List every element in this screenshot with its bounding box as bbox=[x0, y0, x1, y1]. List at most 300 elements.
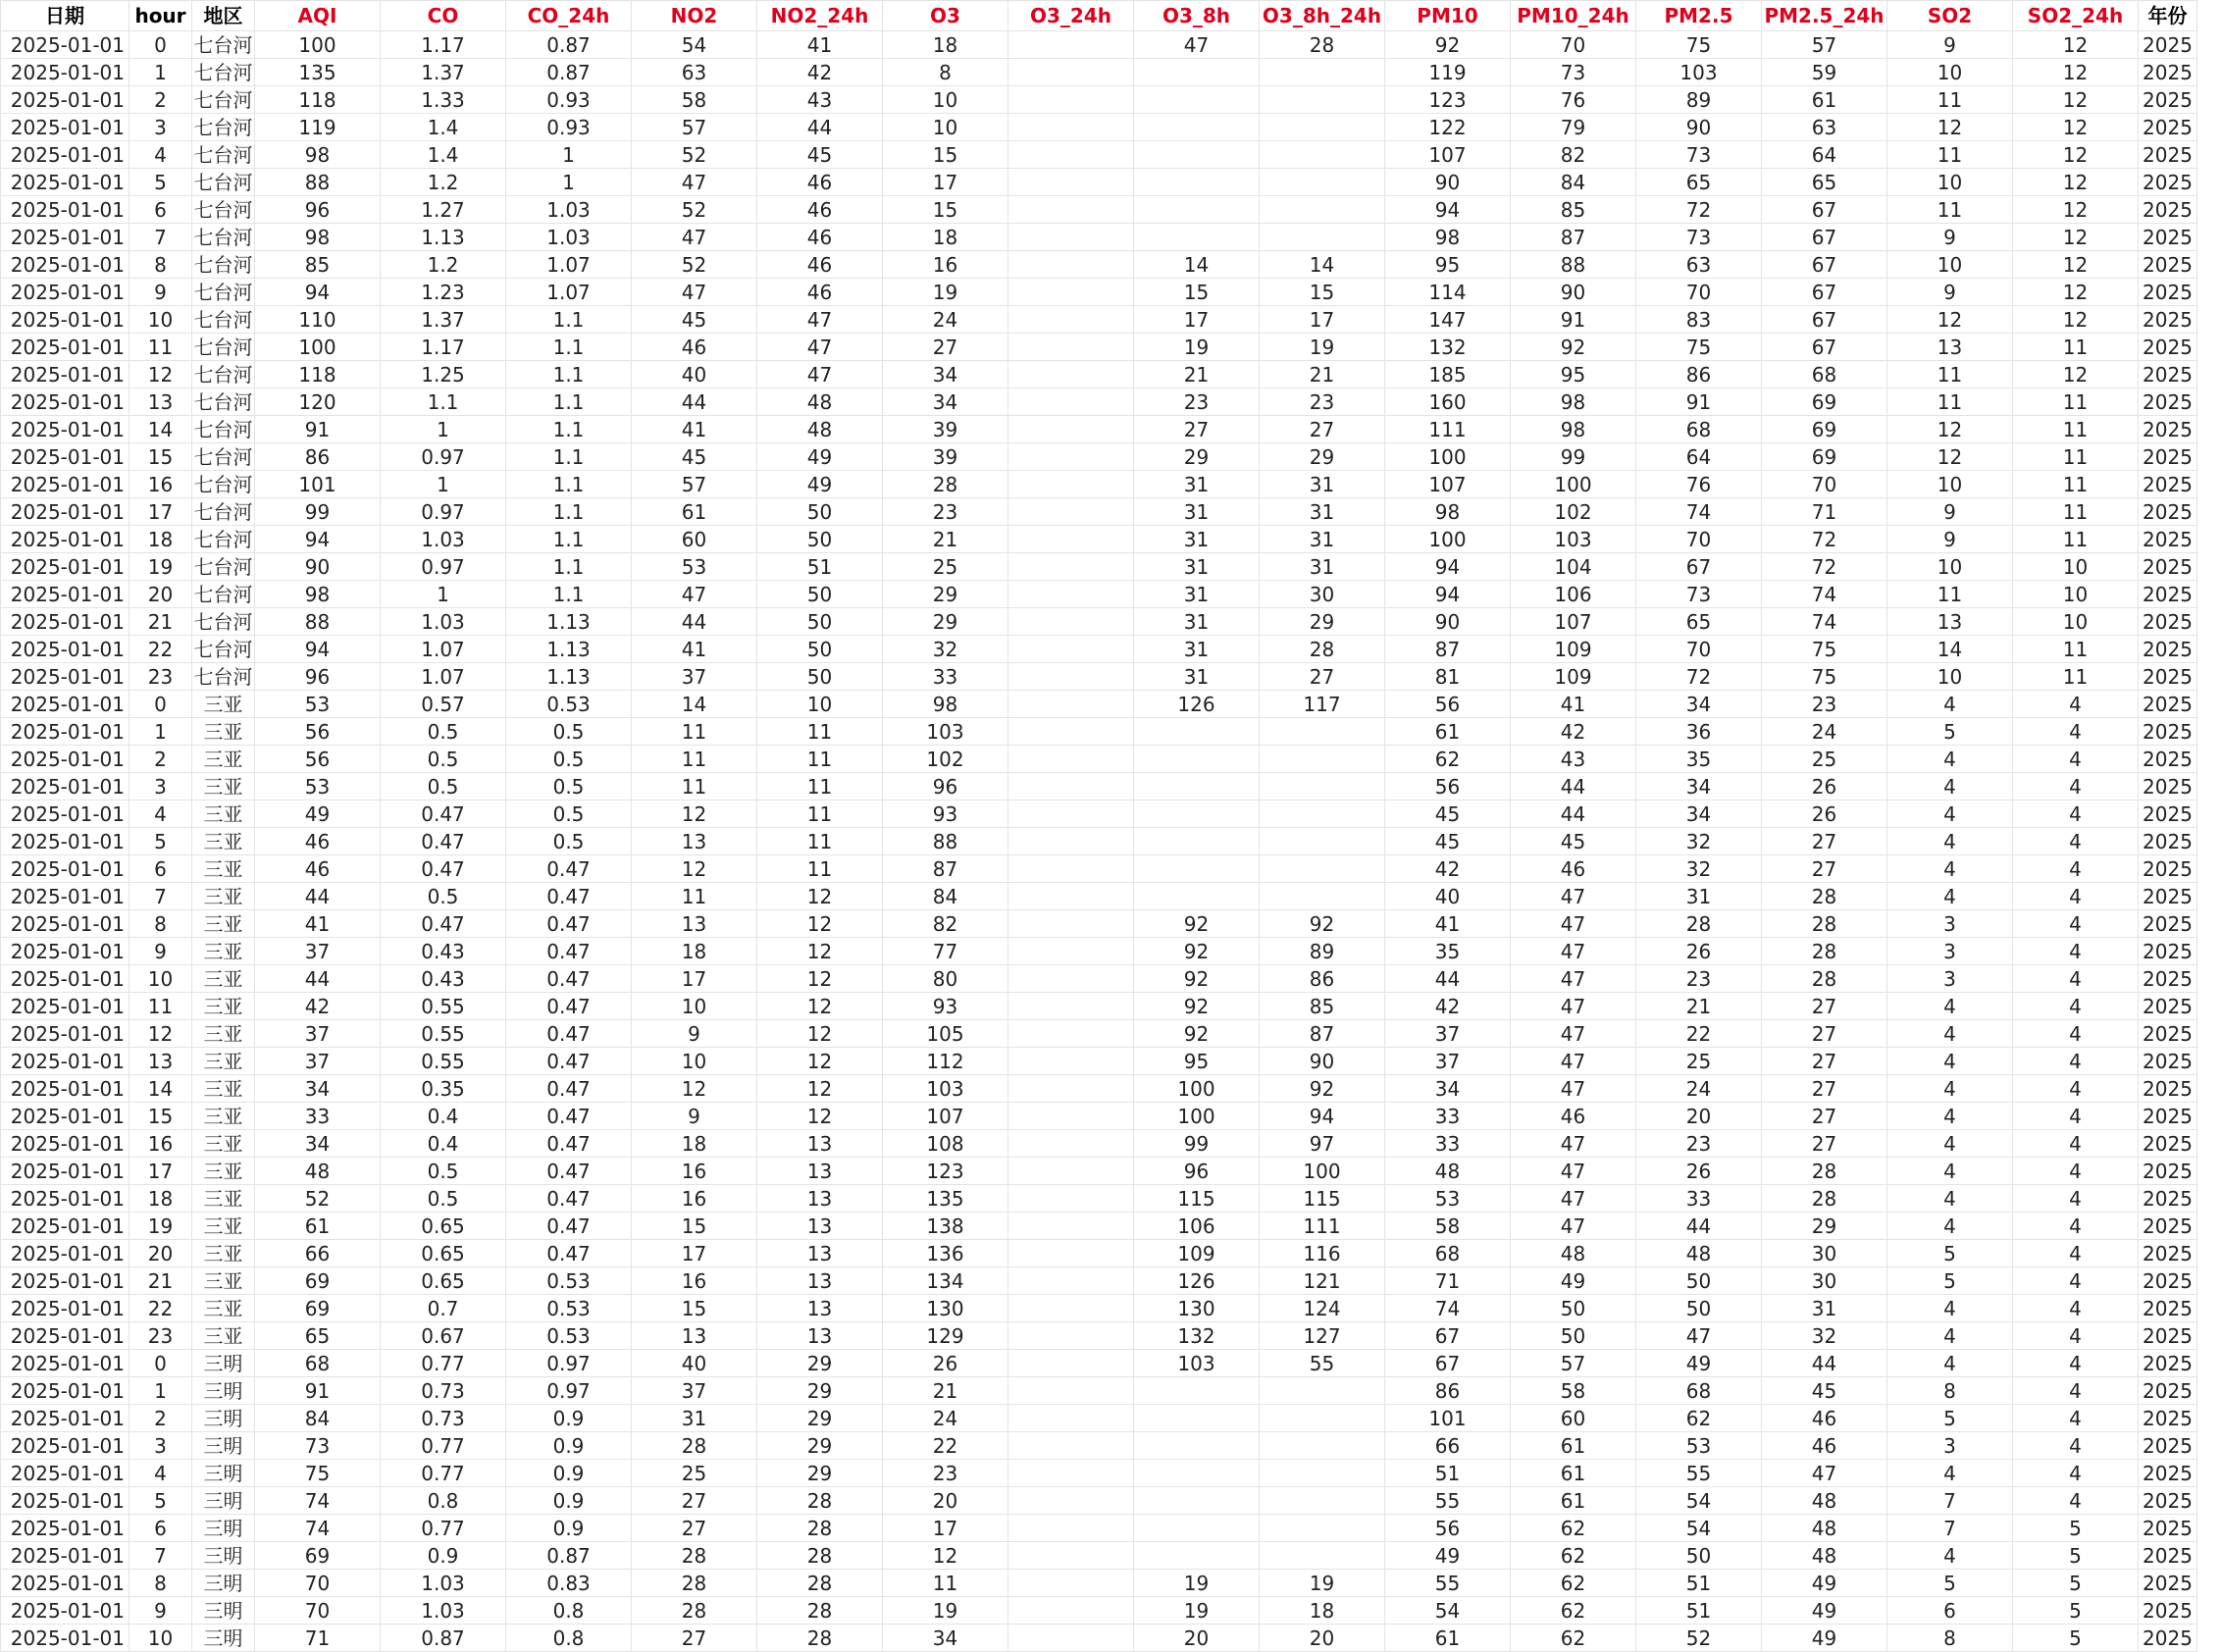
table-cell[interactable]: 10 bbox=[129, 306, 192, 334]
table-cell[interactable]: 99 bbox=[1134, 1130, 1260, 1158]
table-cell[interactable]: 13 bbox=[1887, 608, 2013, 636]
table-cell[interactable]: 2025-01-01 bbox=[1, 800, 129, 828]
table-cell[interactable]: 三明 bbox=[192, 1350, 255, 1377]
table-cell[interactable]: 87 bbox=[883, 855, 1008, 883]
table-cell[interactable]: 44 bbox=[1385, 965, 1511, 993]
table-cell[interactable]: 42 bbox=[1385, 855, 1511, 883]
table-cell[interactable]: 89 bbox=[1636, 86, 1762, 114]
table-cell[interactable]: 1.03 bbox=[381, 1597, 506, 1625]
table-cell[interactable]: 七台河 bbox=[193, 582, 253, 606]
table-cell[interactable]: 46 bbox=[757, 196, 883, 224]
table-cell[interactable]: 2025 bbox=[2139, 1625, 2197, 1652]
table-cell[interactable]: 2025 bbox=[2139, 1405, 2197, 1432]
table-cell[interactable]: 29 bbox=[757, 1460, 883, 1487]
column-header[interactable]: 地区 bbox=[192, 1, 255, 31]
table-cell[interactable]: 三明 bbox=[192, 1487, 255, 1515]
table-cell[interactable] bbox=[1134, 141, 1260, 169]
table-cell[interactable]: 103 bbox=[1134, 1350, 1260, 1377]
table-cell[interactable]: 136 bbox=[883, 1240, 1008, 1267]
table-cell[interactable]: 0.77 bbox=[381, 1432, 506, 1460]
table-cell[interactable]: 0.47 bbox=[506, 1075, 632, 1103]
table-cell[interactable]: 127 bbox=[1260, 1322, 1385, 1350]
table-cell[interactable]: 5 bbox=[1887, 1405, 2013, 1432]
table-cell[interactable]: 13 bbox=[129, 388, 192, 416]
table-cell[interactable]: 0.4 bbox=[381, 1103, 506, 1130]
table-cell[interactable]: 2025-01-01 bbox=[1, 1625, 129, 1652]
table-cell[interactable]: 4 bbox=[1887, 1185, 2013, 1213]
table-cell[interactable]: 67 bbox=[1636, 553, 1762, 581]
table-cell[interactable]: 22 bbox=[129, 636, 192, 663]
table-cell[interactable]: 0.47 bbox=[506, 1213, 632, 1240]
table-cell[interactable]: 47 bbox=[1511, 910, 1636, 938]
table-cell[interactable]: 49 bbox=[1636, 1350, 1762, 1377]
table-cell[interactable]: 119 bbox=[1385, 59, 1511, 86]
table-cell[interactable] bbox=[1134, 1405, 1260, 1432]
table-cell[interactable]: 53 bbox=[255, 691, 381, 718]
table-cell[interactable]: 4 bbox=[2013, 938, 2139, 965]
table-cell[interactable]: 三亚 bbox=[192, 1130, 255, 1158]
table-cell[interactable] bbox=[1008, 746, 1134, 773]
table-cell[interactable]: 66 bbox=[1385, 1432, 1511, 1460]
table-cell[interactable]: 4 bbox=[2013, 1020, 2139, 1048]
table-cell[interactable]: 2025-01-01 bbox=[1, 773, 129, 800]
table-cell[interactable] bbox=[1260, 1432, 1385, 1460]
table-cell[interactable] bbox=[1134, 1542, 1260, 1570]
table-cell[interactable]: 110 bbox=[255, 306, 381, 334]
table-cell[interactable]: 13 bbox=[757, 1213, 883, 1240]
table-cell[interactable]: 28 bbox=[757, 1570, 883, 1597]
table-cell[interactable] bbox=[1008, 1377, 1134, 1405]
table-cell[interactable]: 106 bbox=[1134, 1213, 1260, 1240]
table-cell[interactable]: 95 bbox=[1511, 361, 1636, 388]
table-cell[interactable]: 5 bbox=[2013, 1625, 2139, 1652]
table-cell[interactable]: 0.47 bbox=[381, 855, 506, 883]
table-cell[interactable]: 11 bbox=[632, 718, 757, 746]
table-cell[interactable]: 62 bbox=[1511, 1515, 1636, 1542]
table-cell[interactable]: 44 bbox=[1762, 1350, 1887, 1377]
table-cell[interactable]: 34 bbox=[1636, 773, 1762, 800]
table-cell[interactable]: 2025 bbox=[2139, 1295, 2197, 1322]
table-cell[interactable]: 2025-01-01 bbox=[1, 251, 129, 279]
table-cell[interactable]: 72 bbox=[1762, 526, 1887, 553]
table-cell[interactable]: 4 bbox=[2013, 1405, 2139, 1432]
table-cell[interactable]: 2025-01-01 bbox=[1, 31, 129, 59]
table-cell[interactable]: 82 bbox=[883, 910, 1008, 938]
table-cell[interactable]: 76 bbox=[1636, 471, 1762, 498]
table-cell[interactable]: 62 bbox=[1511, 1597, 1636, 1625]
table-cell[interactable]: 54 bbox=[632, 31, 757, 59]
table-cell[interactable]: 91 bbox=[255, 1377, 381, 1405]
table-cell[interactable]: 11 bbox=[1887, 141, 2013, 169]
table-cell[interactable]: 七台河 bbox=[193, 307, 253, 332]
table-cell[interactable]: 90 bbox=[1385, 608, 1511, 636]
table-cell[interactable]: 2025 bbox=[2139, 498, 2197, 526]
table-cell[interactable]: 72 bbox=[1636, 663, 1762, 691]
table-cell[interactable]: 16 bbox=[632, 1267, 757, 1295]
table-cell[interactable]: 52 bbox=[1636, 1625, 1762, 1652]
table-cell[interactable]: 8 bbox=[883, 59, 1008, 86]
table-cell[interactable]: 39 bbox=[883, 443, 1008, 471]
table-cell[interactable]: 5 bbox=[1887, 718, 2013, 746]
table-cell[interactable] bbox=[1008, 608, 1134, 636]
table-cell[interactable]: 31 bbox=[632, 1405, 757, 1432]
table-cell[interactable]: 20 bbox=[129, 581, 192, 608]
table-cell[interactable]: 48 bbox=[757, 388, 883, 416]
table-cell[interactable]: 2025 bbox=[2139, 855, 2197, 883]
table-cell[interactable]: 2025-01-01 bbox=[1, 1130, 129, 1158]
table-cell[interactable]: 26 bbox=[1762, 773, 1887, 800]
table-cell[interactable]: 61 bbox=[1511, 1487, 1636, 1515]
table-cell[interactable]: 29 bbox=[757, 1377, 883, 1405]
table-cell[interactable]: 11 bbox=[883, 1570, 1008, 1597]
table-cell[interactable]: 2025 bbox=[2139, 86, 2197, 114]
table-cell[interactable]: 0.47 bbox=[381, 828, 506, 855]
table-cell[interactable]: 七台河 bbox=[193, 499, 253, 524]
table-cell[interactable]: 2025-01-01 bbox=[1, 279, 129, 306]
table-cell[interactable]: 74 bbox=[1385, 1295, 1511, 1322]
table-cell[interactable]: 1.2 bbox=[381, 169, 506, 196]
table-cell[interactable]: 24 bbox=[883, 1405, 1008, 1432]
table-cell[interactable]: 12 bbox=[757, 883, 883, 910]
table-cell[interactable]: 4 bbox=[2013, 1322, 2139, 1350]
table-cell[interactable]: 2025 bbox=[2139, 1130, 2197, 1158]
table-cell[interactable]: 85 bbox=[255, 251, 381, 279]
table-cell[interactable]: 55 bbox=[1636, 1460, 1762, 1487]
table-cell[interactable]: 七台河 bbox=[193, 60, 253, 84]
table-cell[interactable]: 23 bbox=[1134, 388, 1260, 416]
table-cell[interactable] bbox=[1008, 59, 1134, 86]
table-cell[interactable]: 七台河 bbox=[193, 225, 253, 249]
table-cell[interactable] bbox=[1008, 1322, 1134, 1350]
table-cell[interactable]: 2025 bbox=[2139, 59, 2197, 86]
table-cell[interactable]: 1 bbox=[381, 416, 506, 443]
table-cell[interactable] bbox=[1260, 1460, 1385, 1487]
table-cell[interactable]: 46 bbox=[1511, 1103, 1636, 1130]
table-cell[interactable]: 42 bbox=[757, 59, 883, 86]
table-cell[interactable]: 4 bbox=[2013, 1295, 2139, 1322]
table-cell[interactable]: 0.87 bbox=[381, 1625, 506, 1652]
table-cell[interactable] bbox=[1260, 224, 1385, 251]
table-cell[interactable]: 11 bbox=[757, 828, 883, 855]
table-cell[interactable]: 15 bbox=[1260, 279, 1385, 306]
table-cell[interactable]: 14 bbox=[632, 691, 757, 718]
table-cell[interactable]: 75 bbox=[1636, 31, 1762, 59]
table-cell[interactable]: 2025 bbox=[2139, 718, 2197, 746]
table-cell[interactable]: 2025 bbox=[2139, 361, 2197, 388]
table-cell[interactable]: 三亚 bbox=[192, 855, 255, 883]
table-cell[interactable]: 2025-01-01 bbox=[1, 993, 129, 1020]
table-cell[interactable] bbox=[1260, 114, 1385, 141]
table-cell[interactable]: 118 bbox=[255, 361, 381, 388]
table-cell[interactable]: 63 bbox=[1636, 251, 1762, 279]
table-cell[interactable]: 34 bbox=[255, 1075, 381, 1103]
table-cell[interactable]: 41 bbox=[757, 31, 883, 59]
table-cell[interactable]: 4 bbox=[1887, 1103, 2013, 1130]
table-cell[interactable]: 28 bbox=[632, 1570, 757, 1597]
table-cell[interactable]: 2025 bbox=[2139, 883, 2197, 910]
table-cell[interactable] bbox=[1260, 1542, 1385, 1570]
table-cell[interactable]: 0.5 bbox=[381, 718, 506, 746]
column-header[interactable]: PM2.5_24h bbox=[1762, 1, 1887, 31]
table-cell[interactable]: 2025 bbox=[2139, 1597, 2197, 1625]
table-cell[interactable]: 0.65 bbox=[381, 1240, 506, 1267]
table-cell[interactable]: 46 bbox=[1511, 855, 1636, 883]
table-cell[interactable]: 23 bbox=[129, 663, 192, 691]
table-cell[interactable] bbox=[1008, 1405, 1134, 1432]
table-cell[interactable]: 44 bbox=[1511, 800, 1636, 828]
table-cell[interactable] bbox=[1008, 1130, 1134, 1158]
table-cell[interactable]: 4 bbox=[1887, 1130, 2013, 1158]
table-cell[interactable]: 2025 bbox=[2139, 1377, 2197, 1405]
table-cell[interactable]: 11 bbox=[2013, 498, 2139, 526]
table-cell[interactable]: 11 bbox=[2013, 388, 2139, 416]
table-cell[interactable] bbox=[1008, 443, 1134, 471]
table-cell[interactable]: 1 bbox=[381, 581, 506, 608]
table-cell[interactable]: 2025-01-01 bbox=[1, 1515, 129, 1542]
table-cell[interactable]: 2025 bbox=[2139, 334, 2197, 361]
table-cell[interactable]: 0.8 bbox=[506, 1597, 632, 1625]
table-cell[interactable]: 28 bbox=[1260, 31, 1385, 59]
table-cell[interactable]: 4 bbox=[2013, 1158, 2139, 1185]
table-cell[interactable] bbox=[1134, 224, 1260, 251]
table-cell[interactable]: 2025-01-01 bbox=[1, 86, 129, 114]
table-cell[interactable]: 70 bbox=[1636, 526, 1762, 553]
column-header[interactable]: NO2 bbox=[632, 1, 757, 31]
table-cell[interactable]: 1.4 bbox=[381, 114, 506, 141]
table-cell[interactable]: 0.9 bbox=[506, 1487, 632, 1515]
table-cell[interactable]: 2025 bbox=[2139, 1158, 2197, 1185]
table-cell[interactable]: 134 bbox=[883, 1267, 1008, 1295]
table-cell[interactable] bbox=[1008, 1295, 1134, 1322]
table-cell[interactable]: 27 bbox=[1762, 855, 1887, 883]
table-cell[interactable]: 28 bbox=[757, 1625, 883, 1652]
table-cell[interactable]: 70 bbox=[1511, 31, 1636, 59]
table-cell[interactable]: 101 bbox=[255, 471, 381, 498]
table-cell[interactable] bbox=[1008, 965, 1134, 993]
table-cell[interactable]: 8 bbox=[129, 1570, 192, 1597]
table-cell[interactable]: 1.03 bbox=[506, 196, 632, 224]
table-cell[interactable]: 24 bbox=[1762, 718, 1887, 746]
table-cell[interactable]: 60 bbox=[632, 526, 757, 553]
table-cell[interactable] bbox=[1134, 59, 1260, 86]
table-cell[interactable]: 124 bbox=[1260, 1295, 1385, 1322]
table-cell[interactable]: 61 bbox=[255, 1213, 381, 1240]
table-cell[interactable] bbox=[1008, 1158, 1134, 1185]
table-cell[interactable]: 39 bbox=[883, 416, 1008, 443]
table-cell[interactable]: 4 bbox=[2013, 800, 2139, 828]
table-cell[interactable]: 20 bbox=[1636, 1103, 1762, 1130]
table-cell[interactable]: 2025 bbox=[2139, 581, 2197, 608]
table-cell[interactable]: 4 bbox=[2013, 1240, 2139, 1267]
table-cell[interactable]: 0.55 bbox=[381, 1020, 506, 1048]
table-cell[interactable]: 2025 bbox=[2139, 224, 2197, 251]
table-cell[interactable]: 10 bbox=[2013, 553, 2139, 581]
table-cell[interactable]: 11 bbox=[2013, 334, 2139, 361]
table-cell[interactable]: 三亚 bbox=[192, 1240, 255, 1267]
table-cell[interactable]: 1.33 bbox=[381, 86, 506, 114]
table-cell[interactable]: 1.03 bbox=[381, 526, 506, 553]
table-cell[interactable]: 48 bbox=[1762, 1487, 1887, 1515]
table-cell[interactable]: 12 bbox=[2013, 59, 2139, 86]
table-cell[interactable] bbox=[1008, 1048, 1134, 1075]
table-cell[interactable]: 6 bbox=[1887, 1597, 2013, 1625]
table-cell[interactable]: 5 bbox=[2013, 1542, 2139, 1570]
table-cell[interactable]: 25 bbox=[1636, 1048, 1762, 1075]
table-cell[interactable]: 2025 bbox=[2139, 1515, 2197, 1542]
table-cell[interactable]: 9 bbox=[632, 1103, 757, 1130]
table-cell[interactable]: 94 bbox=[1385, 196, 1511, 224]
table-cell[interactable]: 13 bbox=[757, 1267, 883, 1295]
table-cell[interactable] bbox=[1008, 1213, 1134, 1240]
table-cell[interactable]: 79 bbox=[1511, 114, 1636, 141]
table-cell[interactable]: 92 bbox=[1134, 993, 1260, 1020]
table-cell[interactable]: 2025 bbox=[2139, 526, 2197, 553]
table-cell[interactable]: 19 bbox=[1260, 1570, 1385, 1597]
table-cell[interactable]: 47 bbox=[1511, 883, 1636, 910]
table-cell[interactable]: 47 bbox=[632, 581, 757, 608]
table-cell[interactable]: 0.5 bbox=[506, 828, 632, 855]
table-cell[interactable]: 三亚 bbox=[192, 1048, 255, 1075]
table-cell[interactable]: 34 bbox=[1385, 1075, 1511, 1103]
column-header[interactable]: O3_8h bbox=[1134, 1, 1260, 31]
table-cell[interactable]: 0.65 bbox=[381, 1213, 506, 1240]
table-cell[interactable]: 0.77 bbox=[381, 1350, 506, 1377]
table-cell[interactable]: 92 bbox=[1260, 910, 1385, 938]
table-cell[interactable]: 9 bbox=[632, 1020, 757, 1048]
table-cell[interactable]: 98 bbox=[255, 141, 381, 169]
table-cell[interactable]: 27 bbox=[1762, 1130, 1887, 1158]
table-cell[interactable] bbox=[1008, 1267, 1134, 1295]
table-cell[interactable] bbox=[1008, 800, 1134, 828]
table-cell[interactable]: 11 bbox=[2013, 663, 2139, 691]
table-cell[interactable]: 2025-01-01 bbox=[1, 196, 129, 224]
table-cell[interactable]: 59 bbox=[1762, 59, 1887, 86]
table-cell[interactable]: 94 bbox=[1385, 553, 1511, 581]
table-cell[interactable] bbox=[1008, 526, 1134, 553]
table-cell[interactable]: 49 bbox=[1385, 1542, 1511, 1570]
table-cell[interactable]: 1.1 bbox=[506, 553, 632, 581]
table-cell[interactable]: 2025 bbox=[2139, 1185, 2197, 1213]
table-cell[interactable]: 11 bbox=[632, 883, 757, 910]
table-cell[interactable]: 31 bbox=[1260, 498, 1385, 526]
table-cell[interactable]: 31 bbox=[1636, 883, 1762, 910]
table-cell[interactable]: 100 bbox=[255, 334, 381, 361]
table-cell[interactable]: 2 bbox=[129, 86, 192, 114]
table-cell[interactable]: 4 bbox=[1887, 1350, 2013, 1377]
table-cell[interactable]: 2025 bbox=[2139, 416, 2197, 443]
table-cell[interactable]: 15 bbox=[632, 1213, 757, 1240]
table-cell[interactable]: 75 bbox=[255, 1460, 381, 1487]
table-cell[interactable]: 92 bbox=[1134, 965, 1260, 993]
table-cell[interactable]: 98 bbox=[883, 691, 1008, 718]
table-cell[interactable]: 95 bbox=[1134, 1048, 1260, 1075]
table-cell[interactable]: 3 bbox=[129, 1432, 192, 1460]
table-cell[interactable]: 2 bbox=[129, 1405, 192, 1432]
table-cell[interactable]: 三亚 bbox=[192, 993, 255, 1020]
table-cell[interactable]: 2025 bbox=[2139, 800, 2197, 828]
table-cell[interactable]: 87 bbox=[1385, 636, 1511, 663]
table-cell[interactable]: 13 bbox=[632, 1322, 757, 1350]
table-cell[interactable]: 75 bbox=[1762, 663, 1887, 691]
table-cell[interactable]: 23 bbox=[129, 1322, 192, 1350]
table-cell[interactable]: 2025 bbox=[2139, 938, 2197, 965]
table-cell[interactable]: 14 bbox=[129, 1075, 192, 1103]
table-cell[interactable]: 46 bbox=[255, 828, 381, 855]
table-cell[interactable]: 46 bbox=[757, 279, 883, 306]
table-cell[interactable]: 47 bbox=[1636, 1322, 1762, 1350]
table-cell[interactable]: 13 bbox=[1887, 334, 2013, 361]
table-cell[interactable]: 123 bbox=[883, 1158, 1008, 1185]
table-cell[interactable]: 74 bbox=[1762, 581, 1887, 608]
table-cell[interactable]: 121 bbox=[1260, 1267, 1385, 1295]
table-cell[interactable]: 73 bbox=[1636, 141, 1762, 169]
table-cell[interactable]: 107 bbox=[883, 1103, 1008, 1130]
table-cell[interactable] bbox=[1008, 910, 1134, 938]
table-cell[interactable]: 0.55 bbox=[381, 1048, 506, 1075]
table-cell[interactable]: 1 bbox=[129, 59, 192, 86]
table-cell[interactable]: 4 bbox=[129, 141, 192, 169]
table-cell[interactable]: 2025 bbox=[2139, 279, 2197, 306]
table-cell[interactable]: 94 bbox=[255, 279, 381, 306]
table-cell[interactable]: 122 bbox=[1385, 114, 1511, 141]
table-cell[interactable]: 53 bbox=[1636, 1432, 1762, 1460]
table-cell[interactable] bbox=[1008, 938, 1134, 965]
table-cell[interactable]: 112 bbox=[883, 1048, 1008, 1075]
table-cell[interactable]: 4 bbox=[1887, 1213, 2013, 1240]
table-cell[interactable]: 1.07 bbox=[506, 251, 632, 279]
table-cell[interactable]: 31 bbox=[1762, 1295, 1887, 1322]
table-cell[interactable] bbox=[1008, 498, 1134, 526]
table-cell[interactable]: 11 bbox=[757, 800, 883, 828]
table-cell[interactable]: 0.5 bbox=[506, 800, 632, 828]
table-cell[interactable]: 29 bbox=[757, 1432, 883, 1460]
table-cell[interactable]: 84 bbox=[883, 883, 1008, 910]
table-cell[interactable]: 98 bbox=[1385, 224, 1511, 251]
table-cell[interactable]: 46 bbox=[757, 169, 883, 196]
table-cell[interactable]: 61 bbox=[632, 498, 757, 526]
table-cell[interactable]: 2025-01-01 bbox=[1, 1075, 129, 1103]
table-cell[interactable] bbox=[1008, 718, 1134, 746]
table-cell[interactable] bbox=[1008, 663, 1134, 691]
table-cell[interactable]: 12 bbox=[2013, 361, 2139, 388]
table-cell[interactable]: 0.7 bbox=[381, 1295, 506, 1322]
table-cell[interactable]: 0.65 bbox=[381, 1267, 506, 1295]
table-cell[interactable]: 2025-01-01 bbox=[1, 59, 129, 86]
table-cell[interactable]: 三明 bbox=[192, 1460, 255, 1487]
table-cell[interactable]: 三亚 bbox=[192, 1020, 255, 1048]
table-cell[interactable]: 61 bbox=[1511, 1460, 1636, 1487]
table-cell[interactable]: 2025 bbox=[2139, 1487, 2197, 1515]
table-cell[interactable]: 4 bbox=[1887, 800, 2013, 828]
table-cell[interactable]: 11 bbox=[757, 855, 883, 883]
table-cell[interactable]: 4 bbox=[1887, 1460, 2013, 1487]
table-cell[interactable]: 12 bbox=[757, 938, 883, 965]
table-cell[interactable]: 16 bbox=[883, 251, 1008, 279]
table-cell[interactable]: 54 bbox=[1385, 1597, 1511, 1625]
table-cell[interactable] bbox=[1008, 1597, 1134, 1625]
table-cell[interactable] bbox=[1008, 1625, 1134, 1652]
table-cell[interactable]: 68 bbox=[1636, 416, 1762, 443]
table-cell[interactable]: 27 bbox=[883, 334, 1008, 361]
table-cell[interactable]: 2025-01-01 bbox=[1, 443, 129, 471]
table-cell[interactable]: 11 bbox=[632, 773, 757, 800]
table-cell[interactable]: 45 bbox=[1511, 828, 1636, 855]
table-cell[interactable]: 51 bbox=[1636, 1570, 1762, 1597]
table-cell[interactable] bbox=[1008, 1542, 1134, 1570]
table-cell[interactable]: 4 bbox=[1887, 1295, 2013, 1322]
table-cell[interactable]: 12 bbox=[757, 910, 883, 938]
table-cell[interactable]: 19 bbox=[883, 1597, 1008, 1625]
